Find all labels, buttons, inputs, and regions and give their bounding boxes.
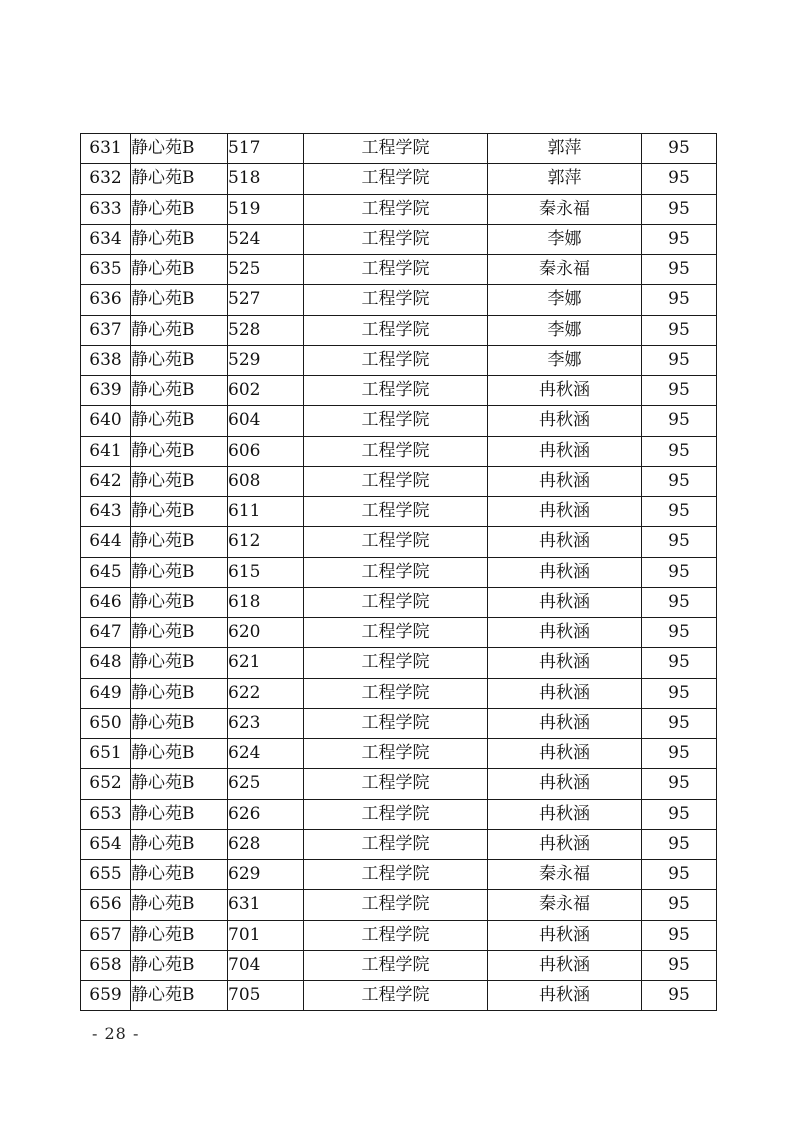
room-number-cell: 618 <box>228 587 304 617</box>
table-row <box>81 527 717 557</box>
row-number-cell: 638 <box>81 345 131 375</box>
room-number-cell: 621 <box>228 648 304 678</box>
college-cell: 工程学院 <box>304 739 488 769</box>
table-row <box>81 436 717 466</box>
score-cell: 95 <box>642 285 717 315</box>
score-cell: 95 <box>642 981 717 1011</box>
table-row <box>81 678 717 708</box>
person-name-cell: 冉秋涵 <box>488 466 642 496</box>
building-cell: 静心苑B <box>131 739 228 769</box>
table-row <box>81 981 717 1011</box>
row-number-cell: 657 <box>81 920 131 950</box>
row-number-cell: 631 <box>81 134 131 164</box>
person-name-cell: 李娜 <box>488 224 642 254</box>
person-name-cell: 冉秋涵 <box>488 920 642 950</box>
college-cell: 工程学院 <box>304 497 488 527</box>
college-cell: 工程学院 <box>304 860 488 890</box>
row-number-cell: 652 <box>81 769 131 799</box>
building-cell: 静心苑B <box>131 376 228 406</box>
table-row <box>81 618 717 648</box>
person-name-cell: 冉秋涵 <box>488 950 642 980</box>
person-name-cell: 冉秋涵 <box>488 769 642 799</box>
table-row <box>81 285 717 315</box>
table-row <box>81 708 717 738</box>
person-name-cell: 冉秋涵 <box>488 708 642 738</box>
room-number-cell: 623 <box>228 708 304 738</box>
person-name-cell: 冉秋涵 <box>488 981 642 1011</box>
room-number-cell: 612 <box>228 527 304 557</box>
person-name-cell: 秦永福 <box>488 194 642 224</box>
college-cell: 工程学院 <box>304 224 488 254</box>
college-cell: 工程学院 <box>304 436 488 466</box>
score-cell: 95 <box>642 224 717 254</box>
score-cell: 95 <box>642 376 717 406</box>
score-cell: 95 <box>642 194 717 224</box>
row-number-cell: 634 <box>81 224 131 254</box>
score-cell: 95 <box>642 527 717 557</box>
college-cell: 工程学院 <box>304 466 488 496</box>
row-number-cell: 641 <box>81 436 131 466</box>
room-number-cell: 528 <box>228 315 304 345</box>
table-row <box>81 255 717 285</box>
row-number-cell: 656 <box>81 890 131 920</box>
building-cell: 静心苑B <box>131 164 228 194</box>
score-cell: 95 <box>642 134 717 164</box>
college-cell: 工程学院 <box>304 194 488 224</box>
table-row <box>81 799 717 829</box>
row-number-cell: 659 <box>81 981 131 1011</box>
college-cell: 工程学院 <box>304 618 488 648</box>
room-number-cell: 517 <box>228 134 304 164</box>
college-cell: 工程学院 <box>304 345 488 375</box>
college-cell: 工程学院 <box>304 285 488 315</box>
room-number-cell: 620 <box>228 618 304 648</box>
person-name-cell: 冉秋涵 <box>488 648 642 678</box>
college-cell: 工程学院 <box>304 769 488 799</box>
person-name-cell: 郭萍 <box>488 134 642 164</box>
college-cell: 工程学院 <box>304 587 488 617</box>
room-number-cell: 631 <box>228 890 304 920</box>
table-row <box>81 134 717 164</box>
college-cell: 工程学院 <box>304 799 488 829</box>
score-cell: 95 <box>642 739 717 769</box>
building-cell: 静心苑B <box>131 920 228 950</box>
score-cell: 95 <box>642 890 717 920</box>
building-cell: 静心苑B <box>131 950 228 980</box>
room-number-cell: 705 <box>228 981 304 1011</box>
room-number-cell: 629 <box>228 860 304 890</box>
person-name-cell: 冉秋涵 <box>488 527 642 557</box>
table-row <box>81 345 717 375</box>
row-number-cell: 649 <box>81 678 131 708</box>
table-row <box>81 557 717 587</box>
college-cell: 工程学院 <box>304 557 488 587</box>
row-number-cell: 645 <box>81 557 131 587</box>
row-number-cell: 633 <box>81 194 131 224</box>
score-cell: 95 <box>642 587 717 617</box>
dormitory-score-table <box>80 133 717 1011</box>
score-cell: 95 <box>642 678 717 708</box>
row-number-cell: 643 <box>81 497 131 527</box>
score-cell: 95 <box>642 466 717 496</box>
person-name-cell: 李娜 <box>488 315 642 345</box>
score-cell: 95 <box>642 436 717 466</box>
building-cell: 静心苑B <box>131 345 228 375</box>
person-name-cell: 秦永福 <box>488 860 642 890</box>
table-row <box>81 315 717 345</box>
table-row <box>81 587 717 617</box>
row-number-cell: 646 <box>81 587 131 617</box>
room-number-cell: 524 <box>228 224 304 254</box>
room-number-cell: 625 <box>228 769 304 799</box>
room-number-cell: 518 <box>228 164 304 194</box>
college-cell: 工程学院 <box>304 708 488 738</box>
building-cell: 静心苑B <box>131 497 228 527</box>
person-name-cell: 冉秋涵 <box>488 799 642 829</box>
row-number-cell: 644 <box>81 527 131 557</box>
person-name-cell: 冉秋涵 <box>488 376 642 406</box>
table-row <box>81 769 717 799</box>
score-cell: 95 <box>642 315 717 345</box>
person-name-cell: 秦永福 <box>488 890 642 920</box>
row-number-cell: 648 <box>81 648 131 678</box>
building-cell: 静心苑B <box>131 829 228 859</box>
building-cell: 静心苑B <box>131 587 228 617</box>
row-number-cell: 647 <box>81 618 131 648</box>
room-number-cell: 525 <box>228 255 304 285</box>
score-cell: 95 <box>642 829 717 859</box>
row-number-cell: 651 <box>81 739 131 769</box>
building-cell: 静心苑B <box>131 860 228 890</box>
score-cell: 95 <box>642 406 717 436</box>
score-cell: 95 <box>642 920 717 950</box>
building-cell: 静心苑B <box>131 194 228 224</box>
table-row <box>81 164 717 194</box>
college-cell: 工程学院 <box>304 315 488 345</box>
room-number-cell: 704 <box>228 950 304 980</box>
score-cell: 95 <box>642 708 717 738</box>
person-name-cell: 秦永福 <box>488 255 642 285</box>
table-row <box>81 466 717 496</box>
room-number-cell: 606 <box>228 436 304 466</box>
room-number-cell: 628 <box>228 829 304 859</box>
building-cell: 静心苑B <box>131 769 228 799</box>
building-cell: 静心苑B <box>131 890 228 920</box>
page-number: - 28 - <box>92 1024 140 1043</box>
college-cell: 工程学院 <box>304 527 488 557</box>
building-cell: 静心苑B <box>131 255 228 285</box>
score-cell: 95 <box>642 860 717 890</box>
person-name-cell: 冉秋涵 <box>488 436 642 466</box>
room-number-cell: 626 <box>228 799 304 829</box>
table-row <box>81 194 717 224</box>
person-name-cell: 冉秋涵 <box>488 557 642 587</box>
building-cell: 静心苑B <box>131 648 228 678</box>
row-number-cell: 640 <box>81 406 131 436</box>
row-number-cell: 632 <box>81 164 131 194</box>
row-number-cell: 654 <box>81 829 131 859</box>
row-number-cell: 637 <box>81 315 131 345</box>
row-number-cell: 658 <box>81 950 131 980</box>
college-cell: 工程学院 <box>304 678 488 708</box>
building-cell: 静心苑B <box>131 315 228 345</box>
score-cell: 95 <box>642 255 717 285</box>
person-name-cell: 郭萍 <box>488 164 642 194</box>
building-cell: 静心苑B <box>131 678 228 708</box>
person-name-cell: 冉秋涵 <box>488 739 642 769</box>
room-number-cell: 602 <box>228 376 304 406</box>
person-name-cell: 冉秋涵 <box>488 587 642 617</box>
building-cell: 静心苑B <box>131 527 228 557</box>
room-number-cell: 604 <box>228 406 304 436</box>
room-number-cell: 701 <box>228 920 304 950</box>
college-cell: 工程学院 <box>304 890 488 920</box>
room-number-cell: 611 <box>228 497 304 527</box>
table-body <box>81 134 717 1011</box>
room-number-cell: 615 <box>228 557 304 587</box>
row-number-cell: 636 <box>81 285 131 315</box>
college-cell: 工程学院 <box>304 164 488 194</box>
room-number-cell: 527 <box>228 285 304 315</box>
table-row <box>81 829 717 859</box>
building-cell: 静心苑B <box>131 406 228 436</box>
room-number-cell: 529 <box>228 345 304 375</box>
table-row <box>81 950 717 980</box>
room-number-cell: 608 <box>228 466 304 496</box>
row-number-cell: 635 <box>81 255 131 285</box>
college-cell: 工程学院 <box>304 134 488 164</box>
row-number-cell: 655 <box>81 860 131 890</box>
person-name-cell: 冉秋涵 <box>488 406 642 436</box>
score-cell: 95 <box>642 164 717 194</box>
building-cell: 静心苑B <box>131 708 228 738</box>
college-cell: 工程学院 <box>304 981 488 1011</box>
score-cell: 95 <box>642 345 717 375</box>
table-row <box>81 406 717 436</box>
building-cell: 静心苑B <box>131 224 228 254</box>
row-number-cell: 653 <box>81 799 131 829</box>
building-cell: 静心苑B <box>131 557 228 587</box>
room-number-cell: 624 <box>228 739 304 769</box>
college-cell: 工程学院 <box>304 648 488 678</box>
score-cell: 95 <box>642 950 717 980</box>
table-row <box>81 739 717 769</box>
row-number-cell: 642 <box>81 466 131 496</box>
person-name-cell: 冉秋涵 <box>488 618 642 648</box>
college-cell: 工程学院 <box>304 920 488 950</box>
person-name-cell: 冉秋涵 <box>488 678 642 708</box>
college-cell: 工程学院 <box>304 255 488 285</box>
table-row <box>81 376 717 406</box>
building-cell: 静心苑B <box>131 436 228 466</box>
college-cell: 工程学院 <box>304 950 488 980</box>
row-number-cell: 650 <box>81 708 131 738</box>
college-cell: 工程学院 <box>304 376 488 406</box>
score-cell: 95 <box>642 557 717 587</box>
score-cell: 95 <box>642 769 717 799</box>
building-cell: 静心苑B <box>131 134 228 164</box>
table-row <box>81 224 717 254</box>
building-cell: 静心苑B <box>131 285 228 315</box>
room-number-cell: 622 <box>228 678 304 708</box>
building-cell: 静心苑B <box>131 799 228 829</box>
building-cell: 静心苑B <box>131 466 228 496</box>
room-number-cell: 519 <box>228 194 304 224</box>
score-cell: 95 <box>642 618 717 648</box>
score-cell: 95 <box>642 648 717 678</box>
row-number-cell: 639 <box>81 376 131 406</box>
score-cell: 95 <box>642 799 717 829</box>
college-cell: 工程学院 <box>304 406 488 436</box>
score-cell: 95 <box>642 497 717 527</box>
building-cell: 静心苑B <box>131 618 228 648</box>
college-cell: 工程学院 <box>304 829 488 859</box>
person-name-cell: 李娜 <box>488 285 642 315</box>
person-name-cell: 李娜 <box>488 345 642 375</box>
building-cell: 静心苑B <box>131 981 228 1011</box>
table-row <box>81 497 717 527</box>
person-name-cell: 冉秋涵 <box>488 829 642 859</box>
person-name-cell: 冉秋涵 <box>488 497 642 527</box>
table-row <box>81 920 717 950</box>
table-row <box>81 648 717 678</box>
table-row <box>81 860 717 890</box>
table-row <box>81 890 717 920</box>
